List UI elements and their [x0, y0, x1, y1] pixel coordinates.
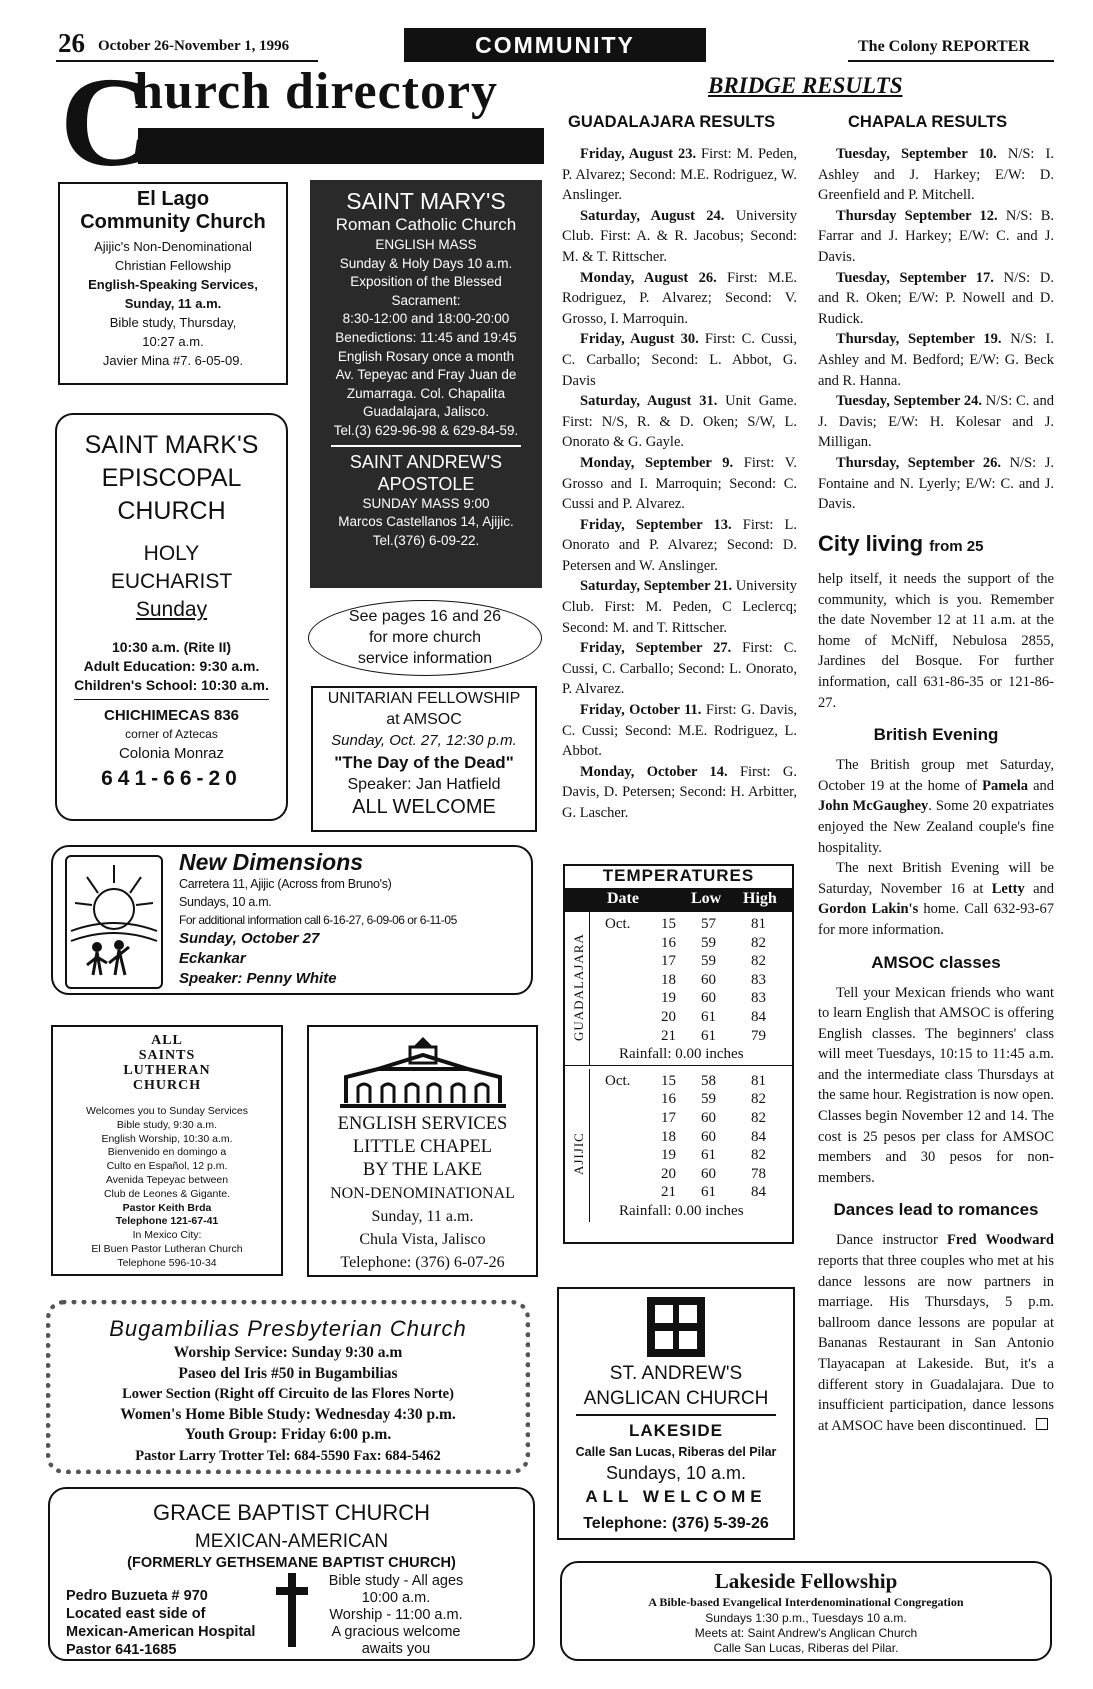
chapala-results: [818, 144, 1054, 515]
saint-andrew-line: Tel.(376) 6-09-22.: [372, 532, 480, 548]
saint-marys-line: Sunday & Holy Days 10 a.m.: [339, 255, 513, 271]
temps-day: 15: [661, 916, 676, 932]
temps-column-rule: [589, 912, 590, 1065]
saint-andrew-apostle-title-2: APOSTOLE: [377, 473, 475, 494]
temps-low: 60: [701, 1165, 716, 1182]
unitarian-fellowship-ad: [311, 686, 537, 832]
all-saints-title: LUTHERAN: [123, 1063, 211, 1078]
page-title: hurch directory: [134, 63, 499, 120]
saint-marys-line: Benedictions: 11:45 and 19:45: [335, 329, 517, 345]
el-lago-line: English-Speaking Services,: [88, 277, 258, 292]
guadalajara-result: Friday, September 27. First: C. Cussi, C. Carballo; Second: L. Onorato, P. Alvarez.: [562, 640, 797, 698]
st-andrews-anglican-ad: [557, 1287, 795, 1540]
all-saints-lutheran-ad: [51, 1025, 283, 1276]
amsoc-classes-body: Tell your Mexican friends who want to learn English that AMSOC is offering English classes. The beginners' class will meet Tuesdays, 10:15 to 11:45 a.m. and the intermediate class Thursdays at the same hour. Registration is now open. Classes begin November 12 and 14. The cost is 25 pesos per class for AMSOC members and 30 pesos for non-members.: [818, 984, 1054, 1186]
see-pages-line: See pages 16 and 26: [348, 608, 502, 625]
cross-icon: [276, 1573, 308, 1647]
all-saints-title: CHURCH: [132, 1078, 202, 1093]
temps-day: 15: [661, 1072, 676, 1089]
saint-marks-address: corner of Aztecas: [125, 727, 218, 741]
el-lago-line: Christian Fellowship: [114, 258, 232, 273]
guadalajara-result: Monday, August 26. First: M.E. Rodriguez, P. Alvarez; Second: V. Grosso, I. Marroquin.: [562, 269, 797, 327]
title-initial: C: [60, 51, 153, 193]
saint-marys-line: Sacrament:: [391, 292, 461, 308]
little-chapel-ad: [307, 1025, 538, 1277]
little-chapel-line: BY THE LAKE: [362, 1160, 483, 1180]
temps-low: 59: [701, 934, 716, 951]
st-andrews-place: LAKESIDE: [629, 1421, 723, 1440]
chapel-icon: [309, 1033, 536, 1113]
el-lago-line: Ajijic's Non-Denominational: [94, 239, 252, 254]
grace-baptist-address: Pedro Buzueta # 970: [66, 1588, 208, 1604]
saint-andrew-line: Marcos Castellanos 14, Ajijic.: [338, 514, 514, 530]
all-saints-title: ALL: [151, 1033, 183, 1048]
temps-day: 17: [661, 1110, 676, 1126]
temps-high: 82: [751, 1110, 766, 1126]
el-lago-line: Sunday, 11 a.m.: [124, 296, 222, 311]
temperatures-header-row: [565, 888, 792, 912]
guadalajara-result: Friday, October 11. First: G. Davis, C. Cussi; Second: M.E. Rodriguez, L. Abbot.: [562, 702, 797, 760]
unitarian-speaker: Speaker: Jan Hatfield: [347, 776, 501, 793]
all-saints-pastor: Pastor Keith Brda: [122, 1201, 212, 1214]
st-andrews-time: Sundays, 10 a.m.: [605, 1463, 747, 1483]
all-saints-mexico: In Mexico City:: [132, 1229, 202, 1242]
newspaper-name: The Colony REPORTER: [858, 38, 1030, 55]
all-saints-phone: Telephone 121-67-41: [115, 1215, 219, 1228]
temps-location-label: AJIJIC: [571, 1132, 586, 1176]
temps-day: 18: [661, 971, 676, 988]
city-living-title: City living: [818, 531, 924, 556]
grace-baptist-schedule: awaits you: [361, 1641, 431, 1657]
saint-marks-title: CHURCH: [117, 497, 226, 525]
saint-marks-day: Sunday: [135, 598, 208, 621]
st-andrews-welcome: ALL WELCOME: [585, 1487, 767, 1506]
temps-day: 17: [661, 953, 676, 970]
temps-group-rule: [565, 1065, 792, 1066]
st-andrews-title: ANGLICAN CHURCH: [583, 1388, 769, 1409]
guadalajara-result: Saturday, August 24. University Club. First: A. & R. Jacobus; Second: M. & T. Rittscher.: [562, 207, 798, 265]
chapala-result: Thursday, September 19. N/S: I. Ashley and M. Bedford; E/W: G. Beck and R. Hanna.: [818, 331, 1054, 389]
page-number: 26: [58, 28, 85, 58]
grace-baptist-sub-1: MEXICAN-AMERICAN: [194, 1531, 389, 1552]
chapala-result: Tuesday, September 17. N/S: D. and R. Oken; E/W: P. Nowell and D. Rudick.: [818, 269, 1054, 327]
st-andrews-title: ST. ANDREW'S: [609, 1363, 743, 1384]
guadalajara-results: [562, 144, 797, 824]
all-saints-mexico: Telephone 596-10-34: [117, 1256, 217, 1269]
temps-low: 57: [701, 916, 716, 932]
chapala-result: Thursday, September 26. N/S: J. Fontaine and N. Lyerly; E/W: C. and J. Davis.: [818, 454, 1054, 513]
temperatures-table: [563, 864, 794, 1244]
grace-baptist-sub-2: (FORMERLY GETHSEMANE BAPTIST CHURCH): [127, 1555, 456, 1571]
new-dimensions-speaker: Speaker: Penny White: [179, 970, 337, 987]
temps-day: 20: [661, 1009, 676, 1025]
section-banner: COMMUNITY: [404, 28, 706, 62]
temps-high: 84: [751, 1009, 766, 1025]
chapala-result: Tuesday, September 10. N/S: I. Ashley and J. Harkey; E/W: D. Greenfield and P. Mitchell.: [818, 146, 1054, 204]
grace-baptist-address: Mexican-American Hospital: [66, 1624, 256, 1640]
new-dimensions-line: Carretera 11, Ajijic (Across from Bruno's): [179, 877, 392, 891]
temps-low: 60: [701, 1110, 716, 1126]
temps-high: 82: [751, 1091, 766, 1108]
guadalajara-result: Monday, September 9. First: V. Grosso and I. Marroquin; Second: C. Cussi and P. Alvarez.: [562, 454, 797, 513]
all-saints-title: SAINTS: [138, 1048, 196, 1063]
temps-high: 82: [751, 953, 766, 970]
temperatures-title: TEMPERATURES: [565, 866, 792, 889]
bugambilias-line: Lower Section (Right off Circuito de las Flores Norte): [122, 1386, 454, 1403]
guadalajara-result: Monday, October 14. First: G. Davis, D. Petersen; Second: H. Arbitter, G. Lascher.: [562, 763, 798, 821]
header-rule-right: [848, 60, 1054, 62]
temps-high: 82: [751, 1147, 766, 1164]
temps-low: 60: [701, 971, 716, 988]
city-living-column: [818, 530, 1054, 1436]
lakeside-fellowship-ad: [560, 1561, 1052, 1661]
el-lago-name-2: Community Church: [80, 211, 266, 233]
temps-day: 16: [661, 1091, 676, 1108]
temps-low: 60: [701, 1128, 716, 1145]
saint-marys-line: Zumarraga. Col. Chapalita: [346, 385, 506, 401]
little-chapel-phone: Telephone: (376) 6-07-26: [340, 1254, 505, 1271]
all-saints-line: Welcomes you to Sunday Services: [85, 1105, 249, 1117]
saint-marys-line: Tel.(3) 629-96-98 & 629-84-59.: [333, 422, 519, 438]
all-saints-line: English Worship, 10:30 a.m.: [101, 1132, 233, 1145]
temps-day: 19: [661, 1147, 676, 1164]
bridge-results-title: BRIDGE RESULTS: [708, 73, 903, 98]
new-dimensions-ad: [51, 845, 533, 995]
grace-baptist-schedule: Worship - 11:00 a.m.: [329, 1607, 463, 1623]
temps-high: 83: [751, 971, 766, 988]
el-lago-line: 10:27 a.m.: [142, 334, 204, 349]
temps-high: 84: [751, 1128, 766, 1145]
temps-high: 82: [751, 934, 766, 951]
saint-marks-address: Colonia Monraz: [118, 745, 225, 762]
bugambilias-line: Women's Home Bible Study: Wednesday 4:30 p.m.: [120, 1405, 456, 1423]
all-saints-mexico: El Buen Pastor Lutheran Church: [91, 1242, 243, 1255]
new-dimensions-org: Eckankar: [179, 950, 246, 967]
grace-baptist-schedule: A gracious welcome: [331, 1624, 461, 1640]
temps-low: 60: [701, 990, 716, 1007]
grace-baptist-address: Pastor 641-1685: [66, 1642, 177, 1658]
lakeside-fellowship-line: Sundays 1:30 p.m., Tuesdays 10 a.m.: [705, 1611, 907, 1625]
divider: [331, 445, 521, 447]
amsoc-classes-head: AMSOC classes: [871, 952, 1001, 972]
saint-andrew-apostle-title-1: SAINT ANDREW'S: [349, 451, 503, 472]
see-pages-line: for more church: [368, 629, 482, 646]
little-chapel-time: Sunday, 11 a.m.: [371, 1208, 474, 1225]
saint-marks-address: CHICHIMECAS 836: [103, 707, 240, 724]
temps-low: 59: [701, 953, 716, 970]
bugambilias-presbyterian-ad: [46, 1300, 530, 1474]
saint-andrew-line: SUNDAY MASS 9:00: [362, 495, 490, 511]
lakeside-fellowship-line: Calle San Lucas, Riberas del Pilar.: [713, 1641, 899, 1655]
temps-month: Oct.: [605, 1072, 631, 1089]
el-lago-line: Bible study, Thursday,: [109, 315, 237, 330]
temps-low: 61: [701, 1009, 716, 1025]
saint-marys-church-ad: [310, 180, 542, 588]
all-saints-line: Avenida Tepeyac between: [105, 1173, 229, 1186]
temps-low: 59: [701, 1091, 716, 1108]
temps-day: 16: [661, 934, 676, 951]
unitarian-date: Sunday, Oct. 27, 12:30 p.m.: [331, 732, 517, 749]
unitarian-topic: "The Day of the Dead": [334, 753, 514, 772]
lakeside-fellowship-sub: A Bible-based Evangelical Interdenominational Congregation: [648, 1595, 964, 1609]
dances-head: Dances lead to romances: [833, 1200, 1039, 1220]
temps-high: 79: [751, 1027, 766, 1044]
divider: [74, 699, 269, 700]
chapala-results-head: CHAPALA RESULTS: [848, 113, 1008, 131]
st-andrews-phone: Telephone: (376) 5-39-26: [583, 1515, 769, 1532]
saint-marks-church-ad: [55, 413, 288, 821]
guadalajara-result: Saturday, September 21. University Club. First: M. Peden, C Leclercq; Second: M. and T. Rittscher.: [562, 578, 797, 636]
all-saints-line: Club de Leones & Gigante.: [103, 1187, 231, 1200]
saint-marks-time: Children's School: 10:30 a.m.: [74, 677, 269, 693]
guadalajara-result: Friday, September 13. First: L. Onorato and P. Alvarez; Second: D. Petersen and W. Anslinger.: [562, 516, 797, 574]
temps-day: 21: [661, 1027, 676, 1044]
new-dimensions-line: Sundays, 10 a.m.: [179, 895, 272, 909]
unitarian-at: at AMSOC: [386, 711, 462, 728]
little-chapel-line: ENGLISH SERVICES: [337, 1114, 508, 1134]
saint-marks-service: HOLY: [143, 542, 200, 565]
temps-rainfall: Rainfall: 0.00 inches: [619, 1203, 744, 1219]
chapala-result: Tuesday, September 24. N/S: C. and J. Davis; E/W: H. Kolesar and J. Milligan.: [818, 393, 1054, 451]
new-dimensions-title: New Dimensions: [179, 849, 364, 875]
guadalajara-results-head: GUADALAJARA RESULTS: [568, 113, 776, 131]
all-saints-line: Bienvenido en domingo a: [107, 1146, 227, 1159]
el-lago-line: Javier Mina #7. 6-05-09.: [102, 353, 244, 368]
bugambilias-title: Bugambilias Presbyterian Church: [109, 1316, 467, 1341]
saint-marys-line: Guadalajara, Jalisco.: [362, 404, 490, 420]
issue-date: October 26-November 1, 1996: [98, 38, 290, 54]
little-chapel-place: Chula Vista, Jalisco: [359, 1231, 486, 1248]
guadalajara-result: Friday, August 23. First: M. Peden, P. Alvarez; Second: M.E. Rodriguez, W. Anslinger.: [562, 146, 798, 204]
british-evening-para-1: The British group met Saturday, October 19 at the home of Pamela and John McGaughey. Some 20 expatriates enjoyed the New Zealand couple's fine hospitality.: [818, 757, 1055, 856]
el-lago-name-1: El Lago: [136, 188, 210, 210]
end-mark-icon: [1036, 1418, 1048, 1430]
saint-marys-line: Exposition of the Blessed: [350, 274, 502, 290]
temps-high: 84: [751, 1184, 766, 1201]
temps-day: 21: [661, 1184, 676, 1201]
bugambilias-line: Paseo del Iris #50 in Bugambilias: [178, 1364, 398, 1382]
grace-baptist-ad: [48, 1487, 535, 1661]
bugambilias-line: Worship Service: Sunday 9:30 a.m: [173, 1344, 403, 1361]
see-pages-line: service information: [357, 650, 493, 667]
temps-month: Oct.: [605, 916, 631, 932]
all-saints-line: Culto en Español, 12 p.m.: [106, 1160, 228, 1173]
saint-marys-subtitle: Roman Catholic Church: [335, 215, 517, 234]
sun-family-logo: [65, 855, 163, 989]
all-saints-line: Bible study, 9:30 a.m.: [116, 1118, 218, 1131]
british-evening-head: British Evening: [873, 725, 999, 745]
dances-body: Dance instructor Fred Woodward reports that three couples who met at his dance lessons are now partners in marriage. His Thursdays, 5 p.m. ballroom dance lessons are popular at Bananas Restaurant in San Antonio Tlayacapan at Lakeside. But, it's a different story in Guadalajara. Due to insufficient participation, dance lessons at AMSOC have been discontinued.: [818, 1232, 1054, 1434]
saint-marks-title: SAINT MARK'S: [84, 431, 259, 459]
bugambilias-line: Pastor Larry Trotter Tel: 684-5590 Fax: 684-5462: [135, 1447, 441, 1464]
new-dimensions-date: Sunday, October 27: [179, 930, 320, 947]
city-living-body: help itself, it needs the support of the community, which is you. Remember the date November 12 at 11 a.m. at the home of McNiff, Nebulosa 2855, Jardines del Bosque. For further information, call 631-86-35 or 121-86-27.: [818, 571, 1054, 711]
temps-header-low: Low: [691, 890, 722, 907]
lakeside-fellowship-line: Meets at: Saint Andrew's Anglican Church: [694, 1626, 918, 1640]
temps-column-rule: [589, 1069, 590, 1222]
grace-baptist-address: Located east side of: [66, 1606, 206, 1622]
el-lago-church-ad: [58, 182, 288, 385]
unitarian-title: UNITARIAN FELLOWSHIP: [327, 690, 521, 707]
temps-high: 83: [751, 990, 766, 1007]
saint-marys-line: 8:30-12:00 and 18:00-20:00: [342, 311, 510, 327]
temps-high: 81: [751, 916, 766, 932]
temps-location-label: GUADALAJARA: [571, 933, 586, 1041]
temps-low: 61: [701, 1147, 716, 1164]
grace-baptist-title: GRACE BAPTIST CHURCH: [152, 1500, 431, 1525]
title-bar: [138, 128, 544, 164]
city-living-continued: from 25: [929, 538, 984, 555]
saint-marys-line: Av. Tepeyac and Fray Juan de: [335, 367, 517, 383]
grace-baptist-schedule: 10:00 a.m.: [361, 1590, 431, 1606]
saint-marks-service: EUCHARIST: [110, 570, 233, 593]
saint-marks-phone: 641-66-20: [101, 767, 242, 790]
saint-marys-line: English Rosary once a month: [337, 348, 515, 364]
saint-marks-title: EPISCOPAL: [101, 464, 242, 492]
temps-low: 58: [701, 1072, 716, 1089]
unitarian-welcome: ALL WELCOME: [352, 796, 496, 818]
temps-rainfall: Rainfall: 0.00 inches: [619, 1046, 744, 1063]
temps-high: 81: [751, 1072, 766, 1089]
guadalajara-result: Friday, August 30. First: C. Cussi, C. Carballo; Second: L. Abbot, G. Davis: [562, 331, 797, 389]
grace-baptist-schedule: Bible study - All ages: [328, 1573, 464, 1589]
saint-marks-time: Adult Education: 9:30 a.m.: [83, 658, 260, 674]
saint-marys-line: ENGLISH MASS: [375, 237, 477, 252]
temps-high: 78: [751, 1165, 766, 1182]
temps-low: 61: [701, 1184, 716, 1201]
bugambilias-line: Youth Group: Friday 6:00 p.m.: [184, 1426, 392, 1444]
divider: [576, 1414, 776, 1416]
little-chapel-line: LITTLE CHAPEL: [352, 1137, 493, 1157]
church-window-icon: [647, 1297, 705, 1357]
lakeside-fellowship-title: Lakeside Fellowship: [714, 1569, 898, 1593]
temps-header-high: High: [743, 890, 777, 907]
chapala-result: Thursday September 12. N/S: B. Farrar and J. Harkey; E/W: C. and J. Davis.: [818, 207, 1055, 265]
british-evening-para-2: The next British Evening will be Saturday, November 16 at Letty and Gordon Lakin's home. Call 632-93-67 for more information.: [818, 860, 1054, 938]
temps-low: 61: [701, 1027, 716, 1044]
temps-header-date: Date: [607, 890, 639, 907]
st-andrews-address: Calle San Lucas, Riberas del Pilar: [575, 1445, 777, 1459]
new-dimensions-line: For additional information call 6-16-27, 6-09-06 or 6-11-05: [179, 913, 457, 927]
saint-marks-time: 10:30 a.m. (Rite II): [111, 639, 232, 655]
see-pages-note: [308, 600, 542, 676]
temps-day: 20: [661, 1165, 676, 1182]
guadalajara-result: Saturday, August 31. Unit Game. First: N/S, R. & D. Oken; S/W, L. Onorato & G. Gayle.: [562, 393, 797, 451]
saint-marys-title: SAINT MARY'S: [346, 188, 506, 214]
temps-day: 19: [661, 990, 676, 1007]
temps-day: 18: [661, 1128, 676, 1145]
little-chapel-line: NON-DENOMINATIONAL: [330, 1185, 515, 1202]
